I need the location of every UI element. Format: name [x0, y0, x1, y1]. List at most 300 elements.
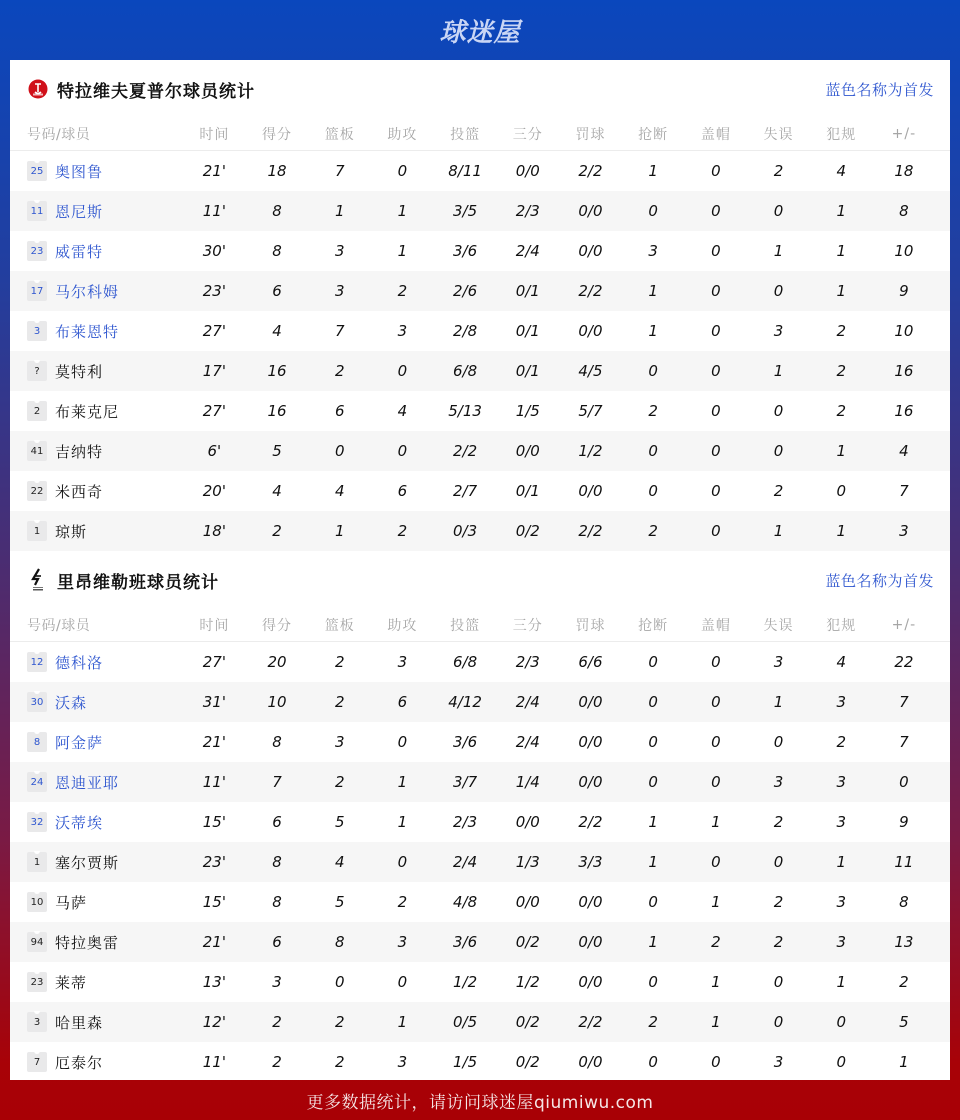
- jersey-number-icon: 17: [27, 281, 47, 301]
- stat-fouls: 4: [836, 653, 846, 671]
- stat-blocks: 0: [711, 442, 721, 460]
- player-cell: [10, 892, 183, 913]
- table-row: [10, 882, 950, 922]
- stat-fg: 1/2: [453, 973, 478, 991]
- stat-plus-minus: 8: [899, 202, 909, 220]
- stat-assists: 0: [397, 162, 408, 180]
- col-header-turnovers: 失误: [763, 618, 794, 634]
- stat-minutes: 13': [202, 973, 226, 991]
- stat-assists: 6: [397, 693, 408, 711]
- stat-turnovers: 2: [773, 893, 784, 911]
- stat-rebounds: 2: [334, 1013, 345, 1031]
- stat-fg: 4/12: [448, 693, 482, 711]
- table-row: [10, 722, 950, 762]
- stat-points: 2: [272, 522, 282, 540]
- stat-minutes: 27': [202, 653, 226, 671]
- player-name[interactable]: 阿金萨: [55, 733, 104, 752]
- stat-fouls: 1: [836, 973, 846, 991]
- stat-points: 7: [272, 773, 282, 791]
- stat-plus-minus: 9: [899, 282, 909, 300]
- jersey-number-icon: 94: [27, 932, 47, 952]
- player-rows: [10, 642, 950, 1082]
- starter-legend: 蓝色名称为首发: [825, 80, 934, 99]
- stat-3pt: 0/2: [515, 933, 540, 951]
- col-header-points: 得分: [262, 127, 293, 143]
- player-name[interactable]: 马尔科姆: [55, 282, 120, 301]
- stat-blocks: 1: [711, 1013, 721, 1031]
- jersey-number-icon: 12: [27, 652, 47, 672]
- col-header-player: 号码/球员: [27, 618, 91, 634]
- stat-points: 4: [272, 482, 282, 500]
- stat-turnovers: 0: [773, 282, 784, 300]
- stat-rebounds: 2: [334, 773, 345, 791]
- stat-fg: 2/2: [453, 442, 478, 460]
- col-header-blocks: 盖帽: [700, 127, 731, 143]
- stat-fg: 3/6: [453, 242, 478, 260]
- col-header-turnovers: 失误: [763, 127, 794, 143]
- stat-points: 16: [267, 402, 287, 420]
- stat-ft: 0/0: [578, 1053, 603, 1071]
- stat-rebounds: 7: [334, 322, 345, 340]
- stat-3pt: 0/0: [515, 162, 540, 180]
- col-header-fouls: 犯规: [826, 127, 857, 143]
- stat-points: 10: [267, 693, 287, 711]
- player-name[interactable]: 沃蒂埃: [55, 813, 104, 832]
- stat-minutes: 11': [202, 1053, 226, 1071]
- stat-fg: 3/7: [453, 773, 478, 791]
- stat-turnovers: 3: [773, 1053, 784, 1071]
- player-name[interactable]: 布莱克尼: [55, 402, 120, 421]
- jersey-number-icon: 3: [27, 1012, 47, 1032]
- team-section-2: [10, 551, 950, 1082]
- col-header-3pt: 三分: [512, 618, 543, 634]
- stat-steals: 1: [648, 322, 658, 340]
- stat-plus-minus: 4: [899, 442, 909, 460]
- team-header: [10, 60, 950, 118]
- stat-fouls: 0: [836, 1053, 846, 1071]
- stat-turnovers: 0: [773, 733, 784, 751]
- stat-ft: 0/0: [578, 322, 603, 340]
- stat-steals: 1: [648, 813, 658, 831]
- stat-plus-minus: 10: [894, 242, 914, 260]
- player-cell: [10, 852, 183, 873]
- stat-3pt: 0/1: [515, 282, 540, 300]
- col-header-assists: 助攻: [387, 127, 418, 143]
- jersey-number-icon: 32: [27, 812, 47, 832]
- jersey-number-icon: 24: [27, 772, 47, 792]
- stat-assists: 0: [397, 362, 408, 380]
- stat-3pt: 0/2: [515, 1053, 540, 1071]
- stat-fouls: 1: [836, 442, 846, 460]
- stat-plus-minus: 3: [899, 522, 909, 540]
- stat-3pt: 2/4: [515, 693, 540, 711]
- player-cell: [10, 361, 183, 382]
- stat-rebounds: 6: [334, 402, 345, 420]
- stat-fouls: 2: [836, 322, 846, 340]
- player-name[interactable]: 德科洛: [55, 653, 104, 672]
- stat-points: 16: [267, 362, 287, 380]
- stat-fouls: 2: [836, 362, 846, 380]
- table-row: [10, 802, 950, 842]
- col-header-player: 号码/球员: [27, 127, 91, 143]
- stat-3pt: 2/4: [515, 733, 540, 751]
- stat-turnovers: 3: [773, 322, 784, 340]
- jersey-number-icon: 25: [27, 161, 47, 181]
- table-row: [10, 842, 950, 882]
- table-row: [10, 151, 950, 191]
- stat-minutes: 20': [202, 482, 226, 500]
- stat-points: 2: [272, 1053, 282, 1071]
- table-row: [10, 231, 950, 271]
- stat-plus-minus: 7: [899, 693, 909, 711]
- stat-minutes: 21': [202, 933, 226, 951]
- stat-fg: 2/8: [453, 322, 478, 340]
- stat-fouls: 0: [836, 482, 846, 500]
- col-header-rebounds: 篮板: [324, 618, 355, 634]
- asvel-logo-icon: [28, 570, 48, 590]
- stat-blocks: 0: [711, 693, 721, 711]
- player-name[interactable]: 莱蒂: [55, 973, 88, 992]
- col-header-minutes: 时间: [199, 618, 230, 634]
- player-name[interactable]: 琼斯: [55, 522, 88, 541]
- stat-plus-minus: 10: [894, 322, 914, 340]
- team-title: 里昂维勒班球员统计: [57, 572, 219, 593]
- table-row: [10, 1002, 950, 1042]
- stat-blocks: 0: [711, 522, 721, 540]
- player-name[interactable]: 吉纳特: [55, 442, 104, 461]
- stat-assists: 4: [397, 402, 408, 420]
- stat-turnovers: 3: [773, 653, 784, 671]
- player-name[interactable]: 塞尔贾斯: [55, 853, 120, 872]
- col-header-fg: 投篮: [450, 618, 481, 634]
- stat-steals: 3: [648, 242, 658, 260]
- stat-fg: 6/8: [453, 362, 478, 380]
- stat-rebounds: 4: [334, 482, 345, 500]
- stat-assists: 2: [397, 522, 408, 540]
- stat-fg: 6/8: [453, 653, 478, 671]
- stat-points: 6: [272, 933, 282, 951]
- jersey-number-icon: 23: [27, 241, 47, 261]
- stat-rebounds: 1: [334, 202, 345, 220]
- stat-minutes: 23': [202, 282, 226, 300]
- stat-blocks: 1: [711, 813, 721, 831]
- table-row: [10, 471, 950, 511]
- stat-rebounds: 1: [334, 522, 345, 540]
- stat-turnovers: 0: [773, 442, 784, 460]
- stat-steals: 0: [648, 733, 658, 751]
- table-row: [10, 762, 950, 802]
- table-row: [10, 922, 950, 962]
- stat-rebounds: 5: [334, 893, 345, 911]
- stat-blocks: 0: [711, 362, 721, 380]
- stat-minutes: 11': [202, 202, 226, 220]
- footer-banner: [0, 1080, 960, 1120]
- stat-fouls: 2: [836, 733, 846, 751]
- player-name[interactable]: 奥图鲁: [55, 162, 104, 181]
- stat-fouls: 1: [836, 202, 846, 220]
- col-header-points: 得分: [262, 618, 293, 634]
- stat-minutes: 30': [202, 242, 226, 260]
- stat-fg: 2/7: [453, 482, 478, 500]
- stat-minutes: 11': [202, 773, 226, 791]
- stat-steals: 0: [648, 442, 658, 460]
- stat-fouls: 4: [836, 162, 846, 180]
- stat-steals: 0: [648, 773, 658, 791]
- stat-ft: 5/7: [578, 402, 603, 420]
- col-header-blocks: 盖帽: [700, 618, 731, 634]
- stat-ft: 2/2: [578, 1013, 603, 1031]
- player-name[interactable]: 莫特利: [55, 362, 104, 381]
- stat-plus-minus: 9: [899, 813, 909, 831]
- stat-turnovers: 1: [773, 522, 784, 540]
- stat-assists: 1: [397, 242, 408, 260]
- col-header-steals: 抢断: [638, 127, 669, 143]
- stat-blocks: 0: [711, 322, 721, 340]
- stat-turnovers: 0: [773, 853, 784, 871]
- player-name[interactable]: 哈里森: [55, 1013, 104, 1032]
- stat-assists: 1: [397, 202, 408, 220]
- col-header-fg: 投篮: [450, 127, 481, 143]
- stat-points: 8: [272, 202, 282, 220]
- stat-ft: 2/2: [578, 282, 603, 300]
- player-name[interactable]: 米西奇: [55, 482, 104, 501]
- stat-rebounds: 2: [334, 653, 345, 671]
- stat-3pt: 2/3: [515, 202, 540, 220]
- stat-blocks: 0: [711, 773, 721, 791]
- stat-fg: 3/6: [453, 933, 478, 951]
- table-row: [10, 682, 950, 722]
- stat-rebounds: 3: [334, 282, 345, 300]
- stat-minutes: 21': [202, 162, 226, 180]
- stat-plus-minus: 16: [894, 402, 914, 420]
- stat-fouls: 3: [836, 693, 846, 711]
- stat-turnovers: 1: [773, 693, 784, 711]
- jersey-number-icon: 30: [27, 692, 47, 712]
- stat-points: 8: [272, 853, 282, 871]
- stat-minutes: 27': [202, 402, 226, 420]
- team-section-1: [10, 60, 950, 551]
- stat-turnovers: 0: [773, 973, 784, 991]
- stat-assists: 0: [397, 442, 408, 460]
- player-name[interactable]: 沃森: [55, 693, 88, 712]
- stat-blocks: 0: [711, 242, 721, 260]
- stat-turnovers: 2: [773, 482, 784, 500]
- stat-ft: 0/0: [578, 242, 603, 260]
- stat-assists: 0: [397, 973, 408, 991]
- stat-minutes: 31': [202, 693, 226, 711]
- stat-ft: 0/0: [578, 893, 603, 911]
- stat-ft: 2/2: [578, 162, 603, 180]
- jersey-number-icon: 10: [27, 892, 47, 912]
- stat-ft: 0/0: [578, 933, 603, 951]
- stats-card: [10, 60, 950, 1080]
- stat-fg: 8/11: [448, 162, 482, 180]
- stat-minutes: 12': [202, 1013, 226, 1031]
- stat-points: 5: [272, 442, 282, 460]
- stat-3pt: 1/3: [515, 853, 540, 871]
- stat-rebounds: 4: [334, 853, 345, 871]
- stat-fg: 2/4: [453, 853, 478, 871]
- stat-plus-minus: 16: [894, 362, 914, 380]
- player-cell: [10, 772, 183, 793]
- player-name[interactable]: 威雷特: [55, 242, 104, 261]
- stat-assists: 1: [397, 813, 408, 831]
- stat-ft: 0/0: [578, 973, 603, 991]
- stat-fg: 1/5: [453, 1053, 478, 1071]
- table-row: [10, 351, 950, 391]
- stat-3pt: 1/4: [515, 773, 540, 791]
- stat-points: 8: [272, 242, 282, 260]
- stat-steals: 2: [648, 522, 658, 540]
- table-row: [10, 962, 950, 1002]
- player-name[interactable]: 恩迪亚耶: [55, 773, 120, 792]
- stat-fg: 4/8: [453, 893, 478, 911]
- stat-rebounds: 8: [334, 933, 345, 951]
- stat-plus-minus: 5: [899, 1013, 909, 1031]
- stat-minutes: 15': [202, 893, 226, 911]
- brand-logo: 球迷屋: [439, 17, 521, 48]
- table-header: [10, 118, 950, 151]
- stat-blocks: 0: [711, 402, 721, 420]
- stat-steals: 1: [648, 162, 658, 180]
- stat-ft: 0/0: [578, 773, 603, 791]
- stat-blocks: 1: [711, 973, 721, 991]
- stat-points: 4: [272, 322, 282, 340]
- stat-points: 18: [267, 162, 287, 180]
- stat-turnovers: 2: [773, 933, 784, 951]
- stat-steals: 0: [648, 893, 658, 911]
- stat-fg: 2/6: [453, 282, 478, 300]
- stat-fouls: 3: [836, 933, 846, 951]
- stat-blocks: 0: [711, 482, 721, 500]
- jersey-number-icon: 11: [27, 201, 47, 221]
- stat-plus-minus: 11: [894, 853, 914, 871]
- stat-assists: 3: [397, 322, 408, 340]
- player-name[interactable]: 马萨: [55, 893, 88, 912]
- stat-assists: 0: [397, 733, 408, 751]
- stat-fouls: 3: [836, 813, 846, 831]
- stat-points: 2: [272, 1013, 282, 1031]
- col-header-ft: 罚球: [575, 127, 606, 143]
- stat-steals: 1: [648, 933, 658, 951]
- stat-rebounds: 2: [334, 1053, 345, 1071]
- stat-steals: 0: [648, 653, 658, 671]
- stat-3pt: 0/2: [515, 1013, 540, 1031]
- stat-ft: 1/2: [578, 442, 603, 460]
- stat-assists: 3: [397, 653, 408, 671]
- stat-assists: 1: [397, 773, 408, 791]
- stat-points: 8: [272, 733, 282, 751]
- stat-rebounds: 2: [334, 362, 345, 380]
- stat-assists: 2: [397, 893, 408, 911]
- stat-points: 6: [272, 813, 282, 831]
- stat-plus-minus: 18: [894, 162, 914, 180]
- stat-fg: 0/5: [453, 1013, 478, 1031]
- stat-points: 20: [267, 653, 287, 671]
- player-cell: [10, 812, 183, 833]
- stat-blocks: 0: [711, 653, 721, 671]
- stat-steals: 0: [648, 202, 658, 220]
- stat-turnovers: 0: [773, 1013, 784, 1031]
- stat-points: 8: [272, 893, 282, 911]
- player-cell: [10, 732, 183, 753]
- jersey-number-icon: 41: [27, 441, 47, 461]
- stat-minutes: 18': [202, 522, 226, 540]
- col-header-plus-minus: +/-: [891, 617, 917, 633]
- col-header-3pt: 三分: [512, 127, 543, 143]
- stat-3pt: 2/4: [515, 242, 540, 260]
- player-name[interactable]: 厄泰尔: [55, 1053, 104, 1072]
- jersey-number-icon: 2: [27, 401, 47, 421]
- stat-rebounds: 0: [334, 442, 345, 460]
- footer-link-text[interactable]: 更多数据统计，请访问球迷屋qiumiwu.com: [306, 1092, 654, 1113]
- jersey-number-icon: 1: [27, 852, 47, 872]
- player-cell: [10, 401, 183, 422]
- stat-fg: 0/3: [453, 522, 478, 540]
- stat-assists: 3: [397, 1053, 408, 1071]
- player-name[interactable]: 特拉奥雷: [55, 933, 120, 952]
- stat-turnovers: 0: [773, 202, 784, 220]
- stat-steals: 0: [648, 482, 658, 500]
- jersey-number-icon: 22: [27, 481, 47, 501]
- player-name[interactable]: 恩尼斯: [55, 202, 104, 221]
- player-name[interactable]: 布莱恩特: [55, 322, 120, 341]
- stat-assists: 2: [397, 282, 408, 300]
- stat-rebounds: 2: [334, 693, 345, 711]
- stat-fouls: 2: [836, 402, 846, 420]
- stat-plus-minus: 22: [894, 653, 914, 671]
- stat-assists: 3: [397, 933, 408, 951]
- stat-ft: 2/2: [578, 522, 603, 540]
- stat-3pt: 0/0: [515, 893, 540, 911]
- top-bar: [0, 0, 960, 60]
- stat-minutes: 15': [202, 813, 226, 831]
- stat-blocks: 1: [711, 893, 721, 911]
- table-row: [10, 271, 950, 311]
- stat-fg: 2/3: [453, 813, 478, 831]
- col-header-minutes: 时间: [199, 127, 230, 143]
- stat-blocks: 0: [711, 282, 721, 300]
- stat-ft: 6/6: [578, 653, 603, 671]
- team-header: [10, 551, 950, 609]
- stat-points: 3: [272, 973, 282, 991]
- stat-3pt: 0/0: [515, 813, 540, 831]
- stat-turnovers: 1: [773, 362, 784, 380]
- stat-3pt: 0/2: [515, 522, 540, 540]
- stat-blocks: 0: [711, 1053, 721, 1071]
- stat-minutes: 21': [202, 733, 226, 751]
- table-header: [10, 609, 950, 642]
- stat-steals: 0: [648, 1053, 658, 1071]
- jersey-number-icon: 1: [27, 521, 47, 541]
- stat-steals: 2: [648, 402, 658, 420]
- player-cell: [10, 521, 183, 542]
- table-row: [10, 511, 950, 551]
- stat-fg: 3/5: [453, 202, 478, 220]
- stat-ft: 0/0: [578, 482, 603, 500]
- player-cell: [10, 161, 183, 182]
- jersey-number-icon: ?: [27, 361, 47, 381]
- stat-plus-minus: 8: [899, 893, 909, 911]
- stat-ft: 2/2: [578, 813, 603, 831]
- stat-ft: 0/0: [578, 693, 603, 711]
- stat-assists: 1: [397, 1013, 408, 1031]
- stat-3pt: 1/5: [515, 402, 540, 420]
- stat-fouls: 1: [836, 522, 846, 540]
- stat-rebounds: 5: [334, 813, 345, 831]
- player-cell: [10, 481, 183, 502]
- stat-3pt: 1/2: [515, 973, 540, 991]
